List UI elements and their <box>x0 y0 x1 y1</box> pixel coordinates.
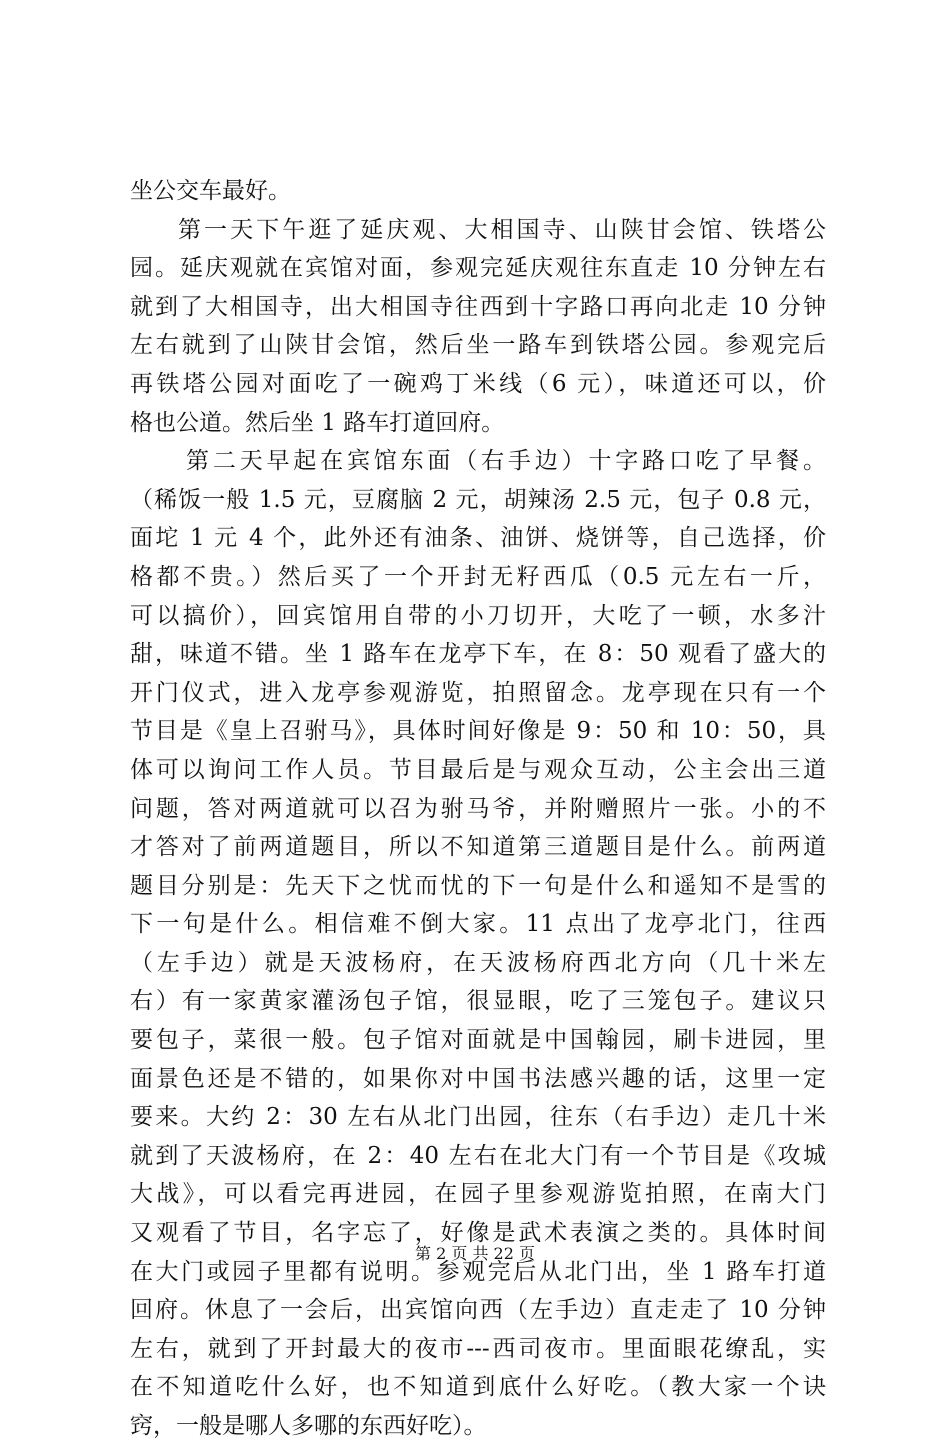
text-line: 左右，就到了开封最大的夜市---西司夜市。里面眼花缭乱，实 <box>130 1335 826 1362</box>
text-line: 左右就到了山陕甘会馆，然后坐一路车到铁塔公园。参观完后 <box>130 332 826 359</box>
text-line: 就到了大相国寺，出大相国寺往西到十字路口再向北走 10 分钟 <box>130 293 826 320</box>
text-line: 第一天下午逛了延庆观、大相国寺、山陕甘会馆、铁塔公 <box>178 216 826 243</box>
text-line: 格都不贵。）然后买了一个开封无籽西瓜（0.5 元左右一斤， <box>130 563 826 590</box>
text-line: 节目是《皇上召驸马》，具体时间好像是 9：50 和 10：50，具 <box>130 718 826 745</box>
text-line: 面坨 1 元 4 个，此外还有油条、油饼、烧饼等，自己选择，价 <box>130 525 826 552</box>
text-line: 第二天早起在宾馆东面（右手边）十字路口吃了早餐。 <box>186 448 826 475</box>
text-line: 体可以询问工作人员。节目最后是与观众互动，公主会出三道 <box>130 756 826 783</box>
text-line: 要包子，菜很一般。包子馆对面就是中国翰园，刷卡进园，里 <box>130 1027 826 1054</box>
text-line: （左手边）就是天波杨府，在天波杨府西北方向（几十米左 <box>130 949 826 976</box>
text-line: 可以搞价），回宾馆用自带的小刀切开，大吃了一顿，水多汁 <box>130 602 826 629</box>
text-line: 要来。大约 2：30 左右从北门出园，往东（右手边）走几十米 <box>130 1104 826 1131</box>
text-line: 窍，一般是哪人多哪的东西好吃）。 <box>130 1413 487 1439</box>
text-line: 面景色还是不错的，如果你对中国书法感兴趣的话，这里一定 <box>130 1065 826 1092</box>
text-line: 问题，答对两道就可以召为驸马爷，并附赠照片一张。小的不 <box>130 795 826 822</box>
text-line: （稀饭一般 1.5 元，豆腐脑 2 元，胡辣汤 2.5 元，包子 0.8 元， <box>130 486 826 513</box>
text-line: 再铁塔公园对面吃了一碗鸡丁米线（6 元），味道还可以，价 <box>130 370 826 397</box>
text-line: 格也公道。然后坐 1 路车打道回府。 <box>130 409 505 436</box>
page-footer: 第 2 页 共 22 页 <box>415 1244 535 1263</box>
text-line: 下一句是什么。相信难不倒大家。11 点出了龙亭北门，往西 <box>130 911 826 938</box>
text-line: 大战》，可以看完再进园，在园子里参观游览拍照，在南大门 <box>130 1181 826 1208</box>
text-line: 开门仪式，进入龙亭参观游览，拍照留念。龙亭现在只有一个 <box>130 679 826 706</box>
text-line: 在大门或园子里都有说明。参观完后从北门出，坐 1 路车打道 <box>130 1258 826 1285</box>
text-line: 题目分别是：先天下之忧而忧的下一句是什么和遥知不是雪的 <box>130 872 826 899</box>
text-line: 回府。休息了一会后，出宾馆向西（左手边）直走走了 10 分钟 <box>130 1297 826 1324</box>
text-line: 坐公交车最好。 <box>130 178 291 204</box>
text-line: 又观看了节目，名字忘了，好像是武术表演之类的。具体时间 <box>130 1220 826 1247</box>
text-line: 右）有一家黄家灌汤包子馆，很显眼，吃了三笼包子。建议只 <box>130 988 826 1015</box>
text-line: 就到了天波杨府，在 2：40 左右在北大门有一个节目是《攻城 <box>130 1142 826 1169</box>
text-line: 甜，味道不错。坐 1 路车在龙亭下车，在 8：50 观看了盛大的 <box>130 641 826 668</box>
text-line: 在不知道吃什么好，也不知道到底什么好吃。（教大家一个诀 <box>130 1374 826 1401</box>
text-line: 才答对了前两道题目，所以不知道第三道题目是什么。前两道 <box>130 834 826 861</box>
text-line: 园。延庆观就在宾馆对面，参观完延庆观往东直走 10 分钟左右 <box>130 255 826 282</box>
